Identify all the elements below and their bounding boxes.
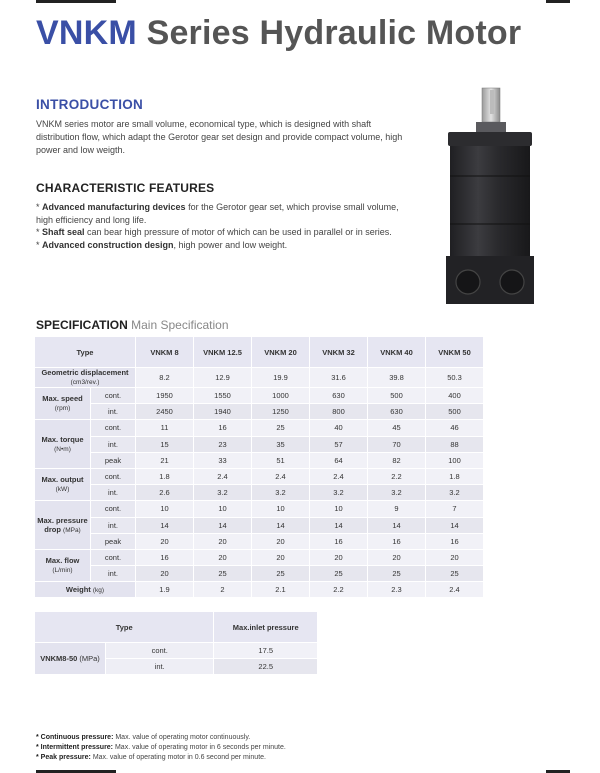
footnote-text: Max. value of operating motor in 6 seconds per minute.: [113, 744, 286, 751]
model-header: VNKM 8: [136, 337, 193, 367]
table-row: [35, 469, 483, 484]
spec-value-cell: 64: [310, 453, 367, 468]
spec-label-unit: (rpm): [54, 405, 71, 413]
inlet-value: 17.5: [214, 643, 317, 658]
table-row: [35, 453, 483, 468]
footnote-term: * Continuous pressure:: [36, 734, 114, 741]
introduction-heading: INTRODUCTION: [36, 97, 144, 112]
footnotes: [36, 733, 286, 763]
footnote: [36, 743, 286, 753]
spec-value-cell: 630: [310, 388, 367, 403]
table-row: [35, 404, 483, 419]
spec-value-cell: 20: [252, 550, 309, 565]
title-rest: Series Hydraulic Motor: [136, 14, 522, 52]
spec-value-cell: 16: [136, 550, 193, 565]
table-row: [35, 518, 483, 533]
spec-value-cell: 14: [426, 518, 483, 533]
spec-value-cell: 8.2: [136, 368, 193, 387]
footnote-term: * Intermittent pressure:: [36, 744, 114, 751]
table-row: [35, 437, 483, 452]
spec-value-cell: 2.4: [252, 469, 309, 484]
spec-label-text: Geometric displacement: [41, 368, 129, 377]
spec-row-label: [35, 501, 90, 549]
spec-value-cell: 1.9: [136, 582, 193, 597]
inlet-sub-label: cont.: [106, 643, 213, 658]
model-header: VNKM 40: [368, 337, 425, 367]
spec-value-cell: 1000: [252, 388, 309, 403]
spec-value-cell: 39.8: [368, 368, 425, 387]
specification-title: SPECIFICATION: [36, 318, 128, 332]
model-header: VNKM 32: [310, 337, 367, 367]
specification-subtitle: Main Specification: [131, 318, 229, 332]
spec-value-cell: 19.9: [252, 368, 309, 387]
features-heading: CHARACTERISTIC FEATURES: [36, 181, 215, 195]
footnote: [36, 733, 286, 743]
feature-item-text: , high power and low weight.: [173, 239, 288, 250]
model-header: VNKM 12.5: [194, 337, 251, 367]
spec-value-cell: 20: [426, 550, 483, 565]
spec-value-cell: 20: [310, 550, 367, 565]
spec-value-cell: 16: [426, 534, 483, 549]
spec-value-cell: 16: [194, 420, 251, 435]
spec-value-cell: 23: [194, 437, 251, 452]
spec-value-cell: 14: [252, 518, 309, 533]
spec-value-cell: 25: [252, 566, 309, 581]
spec-sub-label: cont.: [91, 420, 135, 435]
spec-value-cell: 14: [368, 518, 425, 533]
spec-value-cell: 2.4: [310, 469, 367, 484]
spec-value-cell: 10: [310, 501, 367, 516]
footnote: [36, 753, 286, 763]
table-row: [35, 501, 483, 516]
spec-value-cell: 25: [426, 566, 483, 581]
spec-value-cell: 3.2: [252, 485, 309, 500]
feature-item-bold: Shaft seal: [42, 227, 85, 237]
spec-value-cell: 500: [368, 388, 425, 403]
spec-value-cell: 70: [368, 437, 425, 452]
spec-label-unit: (N•m): [54, 445, 71, 453]
spec-row-label: [35, 420, 90, 468]
spec-value-cell: 20: [194, 534, 251, 549]
table-row: [35, 485, 483, 500]
spec-value-cell: 14: [194, 518, 251, 533]
spec-value-cell: 630: [368, 404, 425, 419]
spec-body: [35, 368, 483, 597]
spec-value-cell: 2.2: [310, 582, 367, 597]
model-header: VNKM 20: [252, 337, 309, 367]
spec-value-cell: 10: [194, 501, 251, 516]
spec-value-cell: 12.9: [194, 368, 251, 387]
spec-value-cell: 2: [194, 582, 251, 597]
spec-value-cell: 40: [310, 420, 367, 435]
spec-label-unit: (kW): [55, 486, 70, 494]
top-rule-right: [546, 0, 570, 3]
spec-sub-label: peak: [91, 534, 135, 549]
spec-value-cell: 46: [426, 420, 483, 435]
spec-label-unit: (kg): [92, 586, 105, 594]
spec-value-cell: 16: [310, 534, 367, 549]
spec-label-text: Max. flow: [45, 556, 80, 566]
spec-sub-label: int.: [91, 518, 135, 533]
spec-row-label: [35, 388, 90, 419]
spec-header-row: [35, 337, 483, 367]
spec-value-cell: 20: [368, 550, 425, 565]
inlet-pressure-header: Max.inlet pressure: [214, 612, 317, 642]
spec-value-cell: 11: [136, 420, 193, 435]
spec-value-cell: 3.2: [426, 485, 483, 500]
table-row: [35, 643, 317, 658]
feature-item-text: can bear high pressure of motor of which can be used in parallel or in series.: [84, 227, 392, 237]
spec-value-cell: 2.2: [368, 469, 425, 484]
spec-sub-label: cont.: [91, 550, 135, 565]
spec-value-cell: 100: [426, 453, 483, 468]
spec-value-cell: 800: [310, 404, 367, 419]
spec-type-header: Type: [35, 337, 135, 367]
title-brand: VNKM: [36, 14, 137, 52]
spec-value-cell: 1.8: [426, 469, 483, 484]
page-title: [36, 14, 521, 53]
spec-value-cell: 16: [368, 534, 425, 549]
spec-sub-label: int.: [91, 485, 135, 500]
spec-value-cell: 2.3: [368, 582, 425, 597]
inlet-model: VNKM8-50: [40, 654, 78, 663]
spec-sub-label: peak: [91, 453, 135, 468]
table-row: [35, 550, 483, 565]
feature-item-bold: Advanced construction design: [42, 239, 174, 250]
spec-sub-label: int.: [91, 404, 135, 419]
feature-item: * Shaft seal can bear high pressure of motor of which can be used in parallel or in series.: [36, 227, 392, 237]
model-header: VNKM 50: [426, 337, 483, 367]
spec-value-cell: 45: [368, 420, 425, 435]
spec-value-cell: 1.8: [136, 469, 193, 484]
spec-sub-label: int.: [91, 566, 135, 581]
spec-row-label: [35, 368, 135, 387]
footnote-text: Max. value of operating motor in 0.6 second per minute.: [90, 754, 266, 761]
spec-value-cell: 88: [426, 437, 483, 452]
inlet-header-row: [35, 612, 317, 642]
spec-value-cell: 1250: [252, 404, 309, 419]
spec-value-cell: 14: [310, 518, 367, 533]
spec-value-cell: 10: [252, 501, 309, 516]
hydraulic-motor-image: [438, 84, 542, 306]
inlet-model-label: [35, 643, 105, 674]
feature-item-text: for the Gerotor gear set, which provise small volume, high efficiency and long life.: [36, 202, 399, 225]
spec-value-cell: 25: [310, 566, 367, 581]
spec-value-cell: 2.1: [252, 582, 309, 597]
spec-value-cell: 2450: [136, 404, 193, 419]
spec-row-label: [35, 469, 90, 500]
spec-value-cell: 2.6: [136, 485, 193, 500]
table-row: [35, 566, 483, 581]
spec-value-cell: 14: [136, 518, 193, 533]
spec-value-cell: 10: [136, 501, 193, 516]
spec-sub-label: int.: [91, 437, 135, 452]
spec-value-cell: 1940: [194, 404, 251, 419]
table-row: [35, 388, 483, 403]
spec-label-text: Max. speed: [42, 394, 83, 404]
spec-value-cell: 25: [368, 566, 425, 581]
spec-label-unit: (MPa): [63, 526, 81, 534]
inlet-value: 22.5: [214, 659, 317, 674]
spec-label-text: Max. pressure drop: [37, 515, 88, 534]
footnote-text: Max. value of operating motor continuously.: [113, 734, 251, 741]
spec-sub-label: cont.: [91, 388, 135, 403]
inlet-type-header: Type: [35, 612, 213, 642]
spec-value-cell: 25: [252, 420, 309, 435]
spec-value-cell: 500: [426, 404, 483, 419]
spec-value-cell: 33: [194, 453, 251, 468]
spec-value-cell: 31.6: [310, 368, 367, 387]
footnote-term: * Peak pressure:: [36, 754, 91, 761]
spec-row-label: [35, 582, 135, 597]
specification-heading: [36, 318, 229, 332]
spec-sub-label: cont.: [91, 501, 135, 516]
spec-value-cell: 35: [252, 437, 309, 452]
spec-value-cell: 15: [136, 437, 193, 452]
spec-value-cell: 2.4: [426, 582, 483, 597]
spec-sub-label: cont.: [91, 469, 135, 484]
table-row: [35, 582, 483, 597]
feature-item: * Advanced manufacturing devices for the Gerotor gear set, which provise small volume, high efficiency and long life.: [36, 202, 399, 225]
introduction-text: VNKM series motor are small volume, economical type, which is designed with shaft distribution flow, which adapt the Gerotor gear set design and provide compact volume, high power and low weigth.: [36, 119, 403, 155]
spec-value-cell: 1950: [136, 388, 193, 403]
spec-value-cell: 50.3: [426, 368, 483, 387]
spec-value-cell: 400: [426, 388, 483, 403]
spec-label-text: Max. torque: [41, 434, 84, 444]
spec-value-cell: 20: [136, 534, 193, 549]
spec-value-cell: 7: [426, 501, 483, 516]
table-row: [35, 420, 483, 435]
spec-value-cell: 51: [252, 453, 309, 468]
spec-value-cell: 3.2: [194, 485, 251, 500]
spec-value-cell: 57: [310, 437, 367, 452]
inlet-pressure-table: [34, 611, 318, 675]
spec-value-cell: 2.4: [194, 469, 251, 484]
spec-row-label: [35, 550, 90, 581]
spec-value-cell: 20: [252, 534, 309, 549]
spec-value-cell: 20: [194, 550, 251, 565]
spec-label-unit: (cm3/rev.): [70, 379, 100, 386]
table-row: [35, 368, 483, 387]
spec-label-unit: (L/min): [52, 567, 73, 575]
spec-label-text: Weight: [65, 584, 91, 594]
spec-value-cell: 82: [368, 453, 425, 468]
spec-value-cell: 21: [136, 453, 193, 468]
spec-value-cell: 3.2: [310, 485, 367, 500]
spec-value-cell: 9: [368, 501, 425, 516]
spec-value-cell: 25: [194, 566, 251, 581]
inlet-unit: (MPa): [79, 654, 100, 663]
features-list: [36, 201, 414, 251]
feature-item: * Advanced construction design, high power and low weight.: [36, 239, 288, 250]
inlet-sub-label: int.: [106, 659, 213, 674]
spec-value-cell: 3.2: [368, 485, 425, 500]
feature-item-bold: Advanced manufacturing devices: [42, 202, 186, 212]
spec-value-cell: 20: [136, 566, 193, 581]
top-rule-left: [36, 0, 116, 3]
spec-value-cell: 1550: [194, 388, 251, 403]
table-row: [35, 534, 483, 549]
specification-table: [34, 336, 484, 598]
spec-label-text: Max. output: [41, 475, 84, 485]
